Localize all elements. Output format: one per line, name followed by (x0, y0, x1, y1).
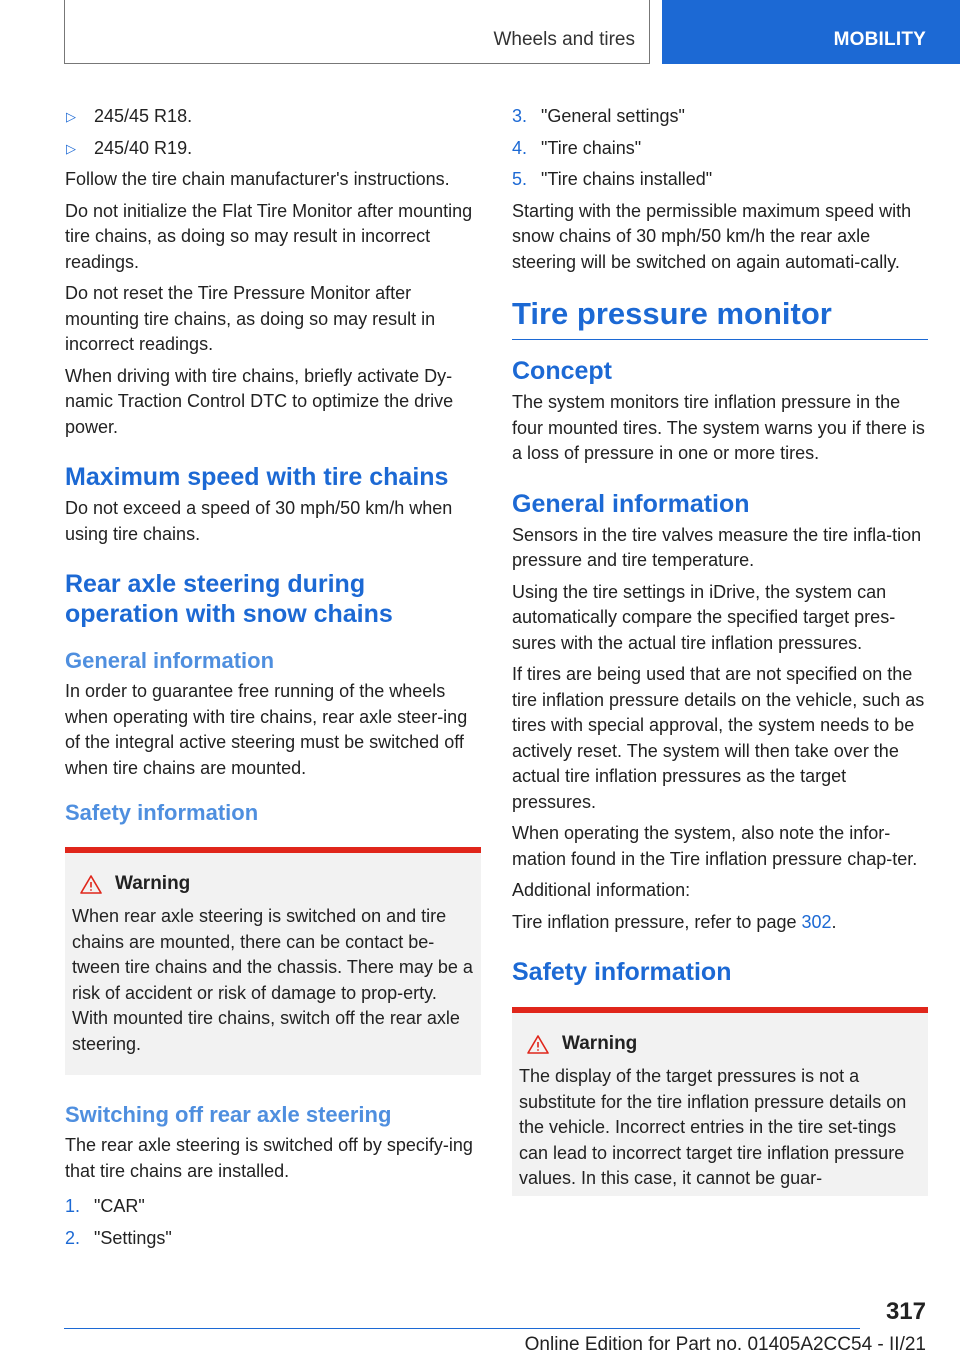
paragraph: Do not exceed a speed of 30 mph/50 km/h when using tire chains. (65, 498, 453, 544)
paragraph: When driving with tire chains, briefly activate Dy-namic Traction Control DTC to optimize the drive power. (65, 365, 454, 437)
paragraph: Using the tire settings in iDrive, the system can automatically compare the specified target pres-sures with the actual tire inflation pressures. (512, 581, 896, 653)
paragraph: Starting with the permissible maximum speed with snow chains of 30 mph/50 km/h the rear axle steering will be switched on again automati-cally. (512, 200, 912, 272)
header-chapter-title: MOBILITY (833, 29, 926, 50)
warning-triangle-icon (80, 875, 102, 894)
paragraph: If tires are being used that are not specified on the tire inflation pressure details on the vehicle, such as tires with special approval, the system needs to be actively reset. The system will then take over the actual tire inflation pressures as the target pressures. (512, 664, 925, 812)
heading-general-information: General information (512, 489, 750, 518)
footer-divider (64, 1328, 860, 1329)
list-item (65, 1194, 481, 1220)
heading-max-speed: Maximum speed with tire chains (65, 463, 449, 491)
step-text: "CAR" (94, 1196, 145, 1216)
heading-tire-pressure-monitor: Tire pressure monitor (512, 295, 928, 340)
list-item: ▷ 245/45 R18. (65, 104, 481, 130)
warning-header (72, 873, 473, 895)
list-item: ▷ 245/40 R19. (65, 136, 481, 162)
list-item (512, 167, 928, 193)
warning-text: When rear axle steering is switched on and tire chains are mounted, there can be contact be-tween tire chains and the chassis. There may be a risk of accident or risk of damage to prop-erty. With mounted tire chains, switch off the rear axle steering. (72, 906, 473, 1054)
paragraph: The rear axle steering is switched off by specify-ing that tire chains are installed. (65, 1135, 473, 1181)
step-number: 4. (512, 137, 528, 158)
paragraph: Follow the tire chain manufacturer's instructions. (65, 169, 450, 189)
heading-switching-off: Switching off rear axle steering (65, 1102, 392, 1127)
heading-concept: Concept (512, 357, 612, 385)
heading-general-information: General information (65, 648, 275, 673)
warning-label: Warning (115, 873, 191, 894)
triangle-bullet-icon: ▷ (66, 109, 76, 124)
warning-box (65, 847, 481, 1075)
paragraph: Do not reset the Tire Pressure Monitor after mounting tire chains, as doing so may result in incorrect readings. (65, 283, 436, 354)
header-section-tab (64, 0, 650, 64)
heading-safety-information: Safety information (65, 800, 259, 825)
step-text: "Tire chains installed" (541, 169, 713, 189)
left-column (65, 104, 481, 1257)
list-item (512, 104, 928, 130)
right-column (512, 104, 928, 1196)
list-item (65, 1226, 481, 1252)
triangle-bullet-icon: ▷ (66, 140, 76, 156)
paragraph: The system monitors tire inflation pressure in the four mounted tires. The system warns you if there is a loss of pressure in one or more tires. (512, 392, 925, 463)
warning-label: Warning (562, 1033, 638, 1054)
edition-text: Online Edition for Part no. 01405A2CC54 - II/21 (524, 1334, 926, 1355)
list-item (512, 136, 928, 162)
paragraph: Sensors in the tire valves measure the tire infla-tion pressure and tire temperature. (512, 524, 922, 570)
header-section-title: Wheels and tires (493, 29, 635, 50)
step-number: 2. (65, 1227, 81, 1248)
step-text: "Settings" (94, 1227, 172, 1248)
header-chapter-tab (662, 0, 960, 64)
step-text: "General settings" (541, 106, 685, 126)
warning-triangle-icon (527, 1035, 549, 1054)
step-number: 5. (512, 169, 528, 189)
paragraph: Tire inflation pressure, refer to page 302. (512, 911, 837, 932)
paragraph: Do not initialize the Flat Tire Monitor after mounting tire chains, as doing so may result in incorrect readings. (65, 200, 473, 272)
warning-header (519, 1033, 920, 1055)
paragraph: In order to guarantee free running of the wheels when operating with tire chains, rear axle steer-ing of the integral active steering must be switched off when tire chains are mounted. (65, 681, 468, 778)
paragraph: When operating the system, also note the infor-mation found in the Tire inflation pressure chap-ter. (512, 823, 918, 869)
step-text: "Tire chains" (541, 137, 642, 158)
heading-rear-axle-steering: Rear axle steering during operation with snow chains (65, 570, 393, 628)
page-reference-link[interactable]: 302 (801, 911, 832, 932)
warning-box (512, 1007, 928, 1196)
step-number: 1. (65, 1196, 81, 1216)
warning-text: The display of the target pressures is not a substitute for the tire inflation pressure details on the vehicle. Incorrect entries in the tire set-tings can lead to incorrect target tire inflation pressure values. In this case, it cannot be guar- (519, 1066, 907, 1188)
page-number: 317 (885, 1298, 926, 1325)
step-number: 3. (512, 106, 528, 126)
heading-safety-information: Safety information (512, 958, 732, 986)
paragraph: Additional information: (512, 880, 691, 900)
